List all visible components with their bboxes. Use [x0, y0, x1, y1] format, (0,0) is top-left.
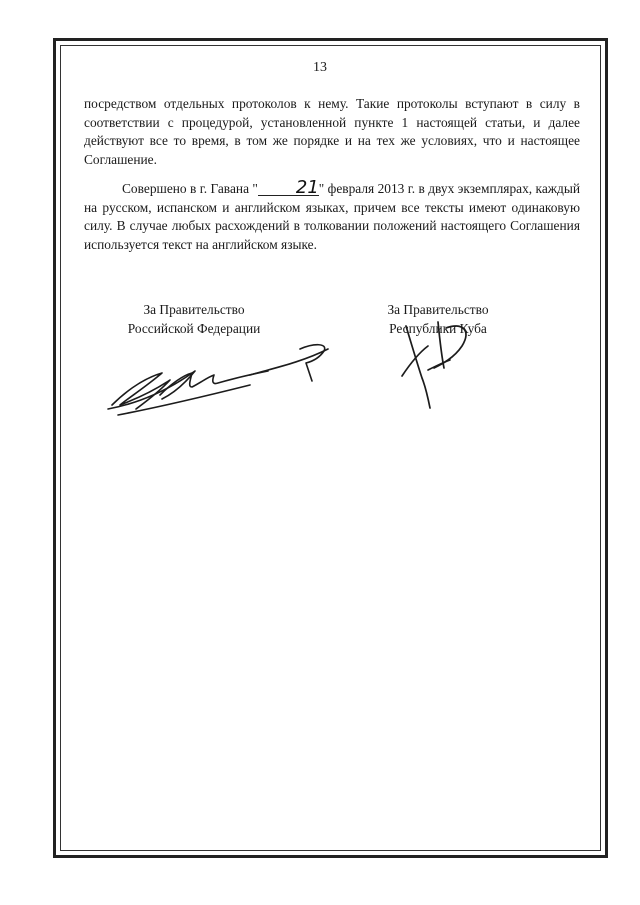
signatory-russia-line2: Российской Федерации: [127, 321, 261, 336]
signature-russia: [100, 335, 350, 420]
handwritten-day: 21: [258, 181, 319, 196]
signature-cuba: [388, 316, 488, 416]
done-at-text-start: Совершено в г. Гавана ": [122, 181, 258, 196]
signatory-cuba-line2: Республики Куба: [389, 321, 487, 336]
paragraph-done-at: [84, 177, 580, 254]
done-at-text-end: " февраля 2013 г. в двух экземплярах, каждый на русском, испанском и английском языках, причем все тексты имеют одинаковую силу. В случае любых расхождений в толковании положений настоящего Соглашения используется текст на английском языке.: [84, 181, 580, 252]
paragraph-protocols: посредством отдельных протоколов к нему. Такие протоколы вступают в силу в соответствии с процедурой, установленной пункте 1 настоящей статьи, и далее действуют все то время, в том же порядке и на тех же условиях, что и настоящее Соглашение.: [84, 96, 580, 167]
signatory-russia-line1: За Правительство: [143, 302, 245, 317]
signatory-russia: [94, 300, 294, 338]
signatory-cuba-line1: За Правительство: [387, 302, 489, 317]
page-number: 13: [313, 60, 327, 75]
